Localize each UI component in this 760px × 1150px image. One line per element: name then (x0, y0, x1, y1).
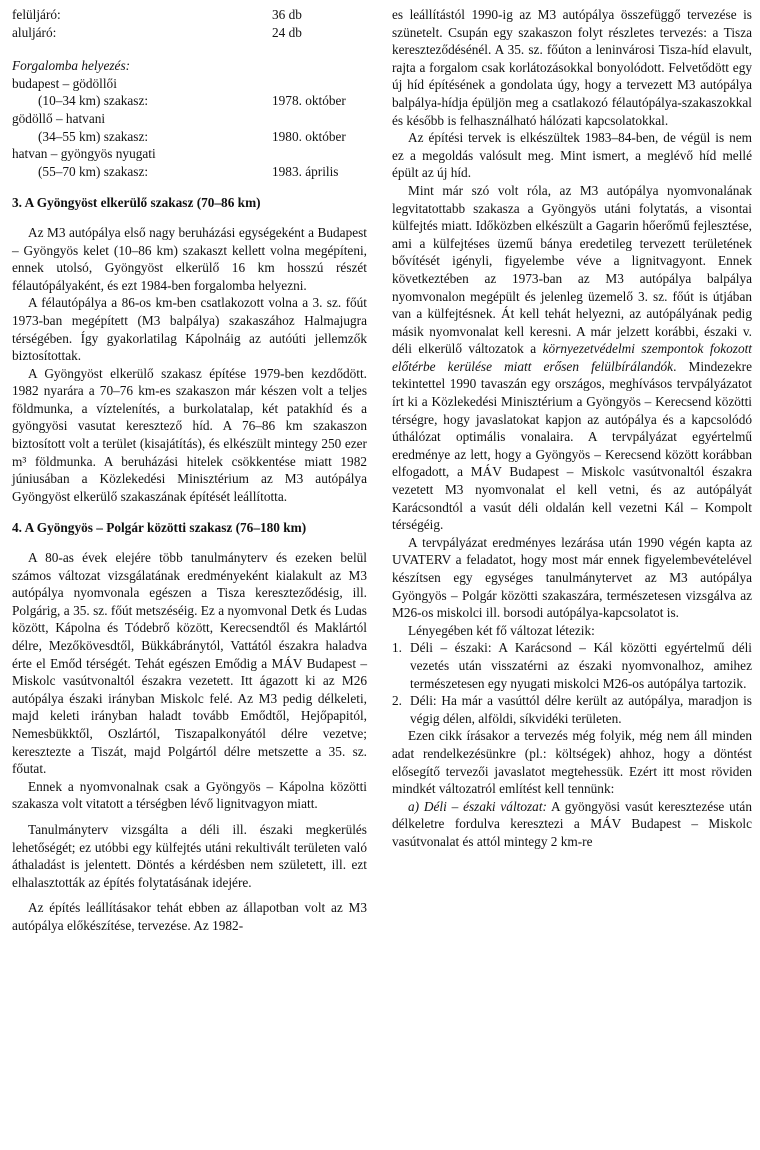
paragraph: Az építési tervek is elkészültek 1983–84-ben, de végül is nem ez a megoldás valósult meg. Mint ismert, a meglévő híd mellé épült az új híd. (392, 130, 752, 181)
paragraph (392, 798, 752, 851)
stat-row (12, 6, 367, 24)
paragraph: es leállítástól 1990-ig az M3 autópálya összefüggő tervezése is szünetelt. Csupán egy szakaszon folyt részletes tervezés: a Tisza kereszteződésénél. A 35. sz. főúton a leninvárosi Tisza-híd elavult, rajta a forgalom csak korlátozásokkal bonyolódott. Felvetődött egy új híd építésének a gondolata úgy, hogy a tervezett M3 autópálya balpálya-hídja épüljön meg a csatlakozó félautópálya-szakaszokkal és később is felhasználható hálózati kapcsolatokkal. (392, 7, 752, 128)
stat-value: 24 db (272, 24, 302, 40)
schedule-date: 1978. október (272, 93, 346, 109)
paragraph: Lényegében két fő változat létezik: (408, 622, 595, 638)
paragraph (392, 182, 752, 534)
schedule-row (12, 75, 367, 93)
schedule-row (12, 163, 367, 181)
stat-value: 36 db (272, 7, 302, 22)
list-text: Déli – északi: A Karácsond – Kál közötti egyértelmű déli vezetés után visszatérni az északi nyomvonalhoz, amihez természetesen egy nyugati miskolci M26-os autópálya tartozik. (410, 640, 752, 691)
schedule-row (12, 110, 367, 128)
variant-label: a) Déli – északi változat: (408, 798, 547, 814)
schedule-label: gödöllő – hatvani (12, 110, 106, 126)
paragraph: A félautópálya a 86-os km-ben csatlakozott volna a 3. sz. főút 1973-ban megépített (M3 balpálya) szakaszához Halmajugra térségében. Így gyakorlatilag Kápolnáig az autóúti jellemzők biztosítottak. (12, 295, 367, 364)
schedule-label: budapest – gödöllői (12, 75, 117, 91)
schedule-title: Forgalomba helyezés: (12, 58, 131, 74)
paragraph: A tervpályázat eredményes lezárása után 1990 végén kapta az UVATERV a feladatot, hogy most már ennek figyelembevételével készítsen egy egységes tanulmánytervet az M3 autópálya Gyöngyös – Polgár közötti szakaszára, természetesen vizsgálva az M26-os miskolci ill. borsodi autópálya-kapcsolatot is. (392, 534, 752, 621)
list-number: 1. (392, 640, 402, 656)
schedule-row (12, 128, 367, 146)
paragraph-text: Mint már szó volt róla, az M3 autópálya nyomvonalának legvitatottabb szakasza a Gyöngyös utáni folytatás, a visontai külfejtés miatt. Időközben elkészült a Gagarin hőerőmű fejlesztése, ami a külfejtéses üzemű bánya eredetileg tervezett területének bővítését igényli, figyelembe véve a lignitvagyont. Ennek következtében az 1973-ban az M3 autópálya balpálya nyomvonalon megépült és jelenleg üzemelő 3. sz. főút is útjában van a külfejtésnek. Át kell tehát helyezni, az autópályának pedig másik nyomvonalat kell keresni. A már jelzett korábbi, északi v. déli elkerülő változatok a (392, 182, 752, 357)
paragraph: Ennek a nyomvonalnak csak a Gyöngyös – Kápolna közötti szakasza volt vitatott a térségben lévő lignitvagyon miatt. (12, 778, 367, 812)
section-heading: 3. A Gyöngyöst elkerülő szakasz (70–86 km) (12, 195, 261, 211)
schedule-label: hatvan – gyöngyös nyugati (12, 146, 156, 162)
stat-row (12, 24, 367, 42)
list-item (392, 692, 752, 727)
list-text: Déli: Ha már a vasúttól délre került az autópálya, maradjon is végig délen, alföldi, síkvidéki területen. (410, 693, 752, 726)
list-number: 2. (392, 693, 402, 709)
schedule-label: (34–55 km) szakasz: (38, 128, 149, 144)
stat-label: felüljáró: (12, 7, 61, 22)
section-heading: 4. A Gyöngyös – Polgár közötti szakasz (76–180 km) (12, 520, 307, 536)
paragraph-text: A gyöngyösi vasút keresztezése után délkeletre fordulva keresztezi a MÁV Budapest – Miskolc vasútvonalat és attól mintegy 2 km-re (392, 798, 752, 849)
schedule-row (12, 92, 367, 110)
schedule-date: 1983. április (272, 163, 339, 179)
schedule-date: 1980. október (272, 128, 346, 144)
paragraph: Tanulmányterv vizsgálta a déli ill. északi megkerülés lehetőségét; ez utóbbi egy külfejtés utáni rekultivált területen való áthaladást is jelentett. Döntés a kérdésben nem született, ill. ezt elhalasztották az építés folytatásának idejére. (12, 821, 367, 890)
paragraph: Az építés leállításakor tehát ebben az állapotban volt az M3 autópálya előkészítése, tervezése. Az 1982- (12, 900, 367, 933)
paragraph: A 80-as évek elejére több tanulmányterv és ezeken belül számos változat vizsgálatának eredményeként kialakult az M3 autópálya nyomvonala egészen a Tisza kereszteződésig, ill. Polgárig, a 35. sz. főút metszéséig. Ez a nyomvonal Detk és Ludas között, Kápolna és Tódebrő között, Kerecsendtől és Maklártól délre, Mezőkövesdtől, Bükkábránytól, Vattától északra haladva érte el Emőd térségét. Tehát egészen Emődig a MÁV Budapest – Miskolc vasútvonaltól északra vezetett. Itt ágazott ki az M26 autópálya északi irányban Miskolc felé. Az M3 pedig délkeleti, majd keleti irányban haladt tovább Emődtől, Hejőpapitól, Nemesbükktől, Oszlártól, Tiszapalkonyától délre vezetve; keresztezte a Tiszát, majd Polgártól délre metszette a 35. sz. főutat. (12, 550, 367, 777)
paragraph: A Gyöngyöst elkerülő szakasz építése 1979-ben kezdődött. 1982 nyarára a 70–76 km-es szakaszon már készen volt a teljes földmunka, a víztelenítés, a burkolatalap, két patakhíd és a gyöngyösi vasutat keresztező híd. A 76–86 km szakaszon biztosított volt a terület (kisajátítás), és elkészült mintegy 250 ezer m³ földmunka. A beruházási hitelek csökkentése miatt 1982 júniusában a Közlekedési Minisztérium az M3 autópálya Gyöngyöst elkerülő szakaszának építését leállította. (12, 365, 367, 504)
left-column (12, 6, 367, 935)
stat-label: aluljáró: (12, 24, 57, 40)
schedule-label: (10–34 km) szakasz: (38, 93, 149, 109)
paragraph: Az M3 autópálya első nagy beruházási egységeként a Budapest – Gyöngyös kelet (10–86 km) szakaszt kellett volna megépíteni, ennek utolsó, Gyöngyöst elkerülő 16 km hosszú részét félautópályaként, és ezt 1984-ben forgalomba helyezni. (12, 224, 367, 293)
schedule-row (12, 145, 367, 163)
paragraph: Ezen cikk írásakor a tervezés még folyik, még nem áll minden adat rendelkezésünkre (pl.: költségek) ahhoz, hogy a döntést elősegítő tervezői javaslatot megtehessük. Ezért itt most röviden mindkét változatról említést kell tennünk: (392, 728, 752, 797)
emphasis-text: környezetvédelmi szempontok fokozott előtérbe kerülése miatt erősen felülbírálandók (392, 341, 753, 374)
schedule-label: (55–70 km) szakasz: (38, 163, 149, 179)
right-column (392, 6, 752, 851)
paragraph-text: . Mindezekre tekintettel 1990 tavaszán egy országos, meghívásos tervpályázatot írt ki a Közlekedési Minisztérium a Gyöngyös – Kerecsend közötti térségre, hogy javaslatokat kapjon az autópálya és a kapcsolódó úthálózat optimális vonalaira. A tervpályázat egyértelmű eredménye az lett, hogy a Gyöngyös – Kerecsend között korábban elfogadott, a MÁV Budapest – Miskolc vasútvonaltól északra vezetett M3 nyomvonalat el kell vetni, és az autópályát Karácsondtól a vasút déli oldalán kell vezetni Kál – Kompolt térségéig. (392, 358, 752, 533)
list-item (392, 639, 752, 692)
